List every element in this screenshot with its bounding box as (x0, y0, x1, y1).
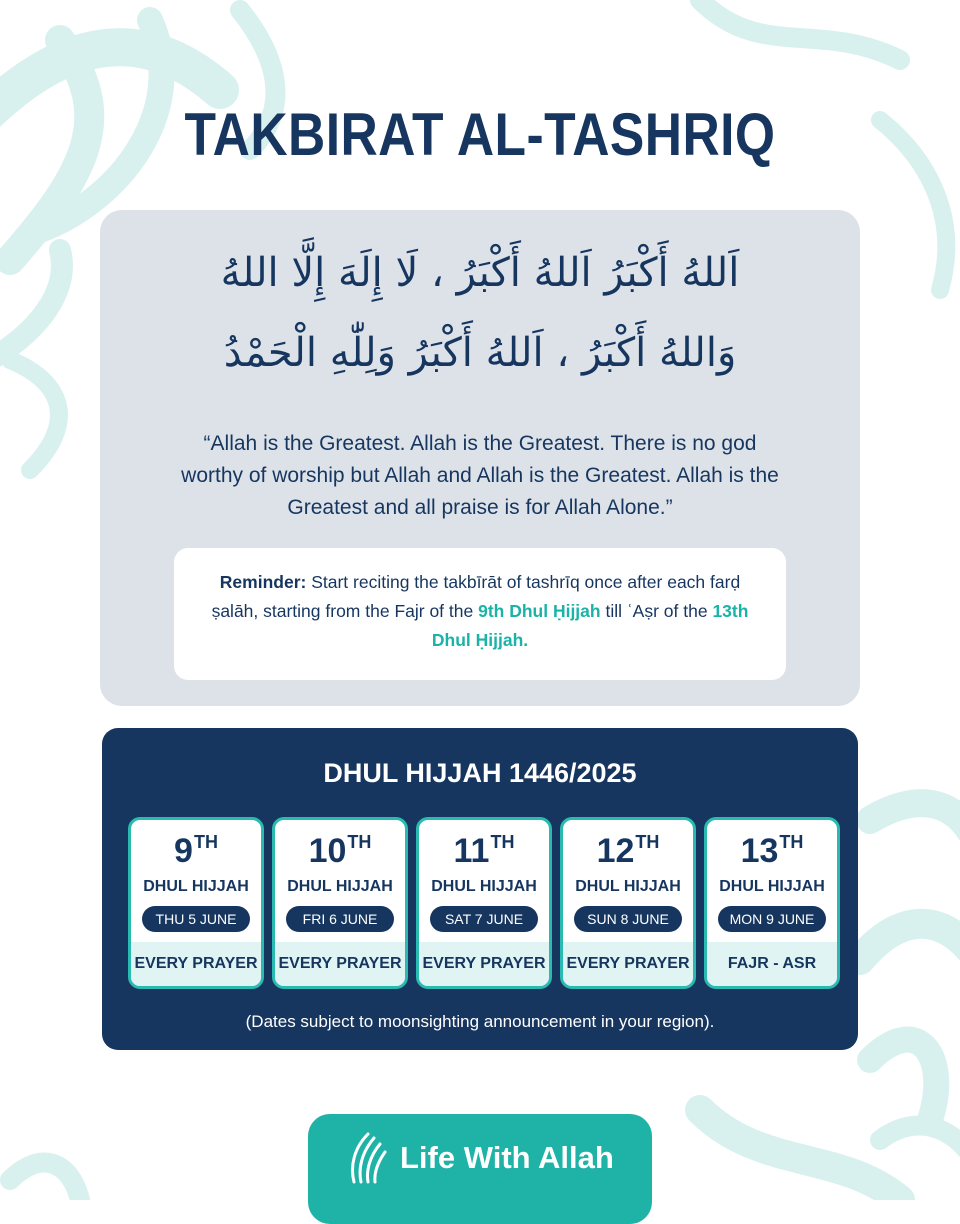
calendar-card (102, 728, 858, 1050)
day-date-pill: THU 5 JUNE (142, 906, 250, 932)
day-date-pill: MON 9 JUNE (718, 906, 826, 932)
day-card-12th (560, 817, 696, 989)
reminder-highlight-end: 13th Dhul Ḥijjah. (431, 601, 749, 650)
day-number: 10TH (308, 832, 372, 870)
day-prayer: EVERY PRAYER (131, 942, 261, 986)
day-number: 12TH (596, 832, 660, 870)
day-date-pill: FRI 6 JUNE (286, 906, 394, 932)
calendar-note: (Dates subject to moonsighting announcement in your region). (245, 1012, 715, 1031)
day-number: 13TH (740, 832, 804, 870)
reminder-box (174, 548, 786, 680)
day-date-pill: SAT 7 JUNE (430, 906, 538, 932)
day-number: 11TH (453, 832, 515, 870)
day-number: 9TH (174, 832, 218, 870)
day-prayer: EVERY PRAYER (419, 942, 549, 986)
reminder-highlight-start: 9th Dhul Ḥijjah (478, 601, 601, 621)
calendar-title: DHUL HIJJAH 1446/2025 (323, 758, 637, 788)
arabic-line-1: اَللهُ أَكْبَرُ اَللهُ أَكْبَرُ ، لَا إِلَهَ إِلَّا اللهُ (220, 250, 740, 296)
day-cards (128, 817, 840, 1017)
day-month: DHUL HIJJAH (431, 878, 537, 895)
day-month: DHUL HIJJAH (575, 878, 681, 895)
translation-text: “Allah is the Greatest. Allah is the Greatest. There is no god worthy of worship but Allah and Allah is the Greatest. Allah is the Greatest and all praise is for Allah Alone.” (181, 432, 779, 519)
day-card-10th (272, 817, 408, 989)
day-card-9th (128, 817, 264, 989)
reminder-text-1: Start reciting the takbīrāt of tashrīq once after each farḍ ṣalāh, starting from the Fajr of the (211, 572, 741, 621)
arabic-line-2: وَاللهُ أَكْبَرُ ، اَللهُ أَكْبَرُ وَلِلّٰهِ الْحَمْدُ (223, 330, 737, 376)
day-card-11th (416, 817, 552, 989)
reminder-label: Reminder: (219, 572, 307, 592)
day-card-13th (704, 817, 840, 989)
day-month: DHUL HIJJAH (719, 878, 825, 895)
day-date-pill: SUN 8 JUNE (574, 906, 682, 932)
day-month: DHUL HIJJAH (143, 878, 249, 895)
page-title: TAKBIRAT AL-TASHRIQ (184, 101, 776, 168)
reminder-text-2: till ʿAṣr of the (600, 601, 713, 621)
day-month: DHUL HIJJAH (287, 878, 393, 895)
day-prayer: EVERY PRAYER (275, 942, 405, 986)
brand-name: Life With Allah (400, 1140, 614, 1175)
day-prayer: FAJR - ASR (707, 942, 837, 986)
dua-card (100, 210, 860, 706)
day-prayer: EVERY PRAYER (563, 942, 693, 986)
brand-badge (308, 1114, 652, 1224)
leaf-logo-icon (348, 1130, 388, 1188)
